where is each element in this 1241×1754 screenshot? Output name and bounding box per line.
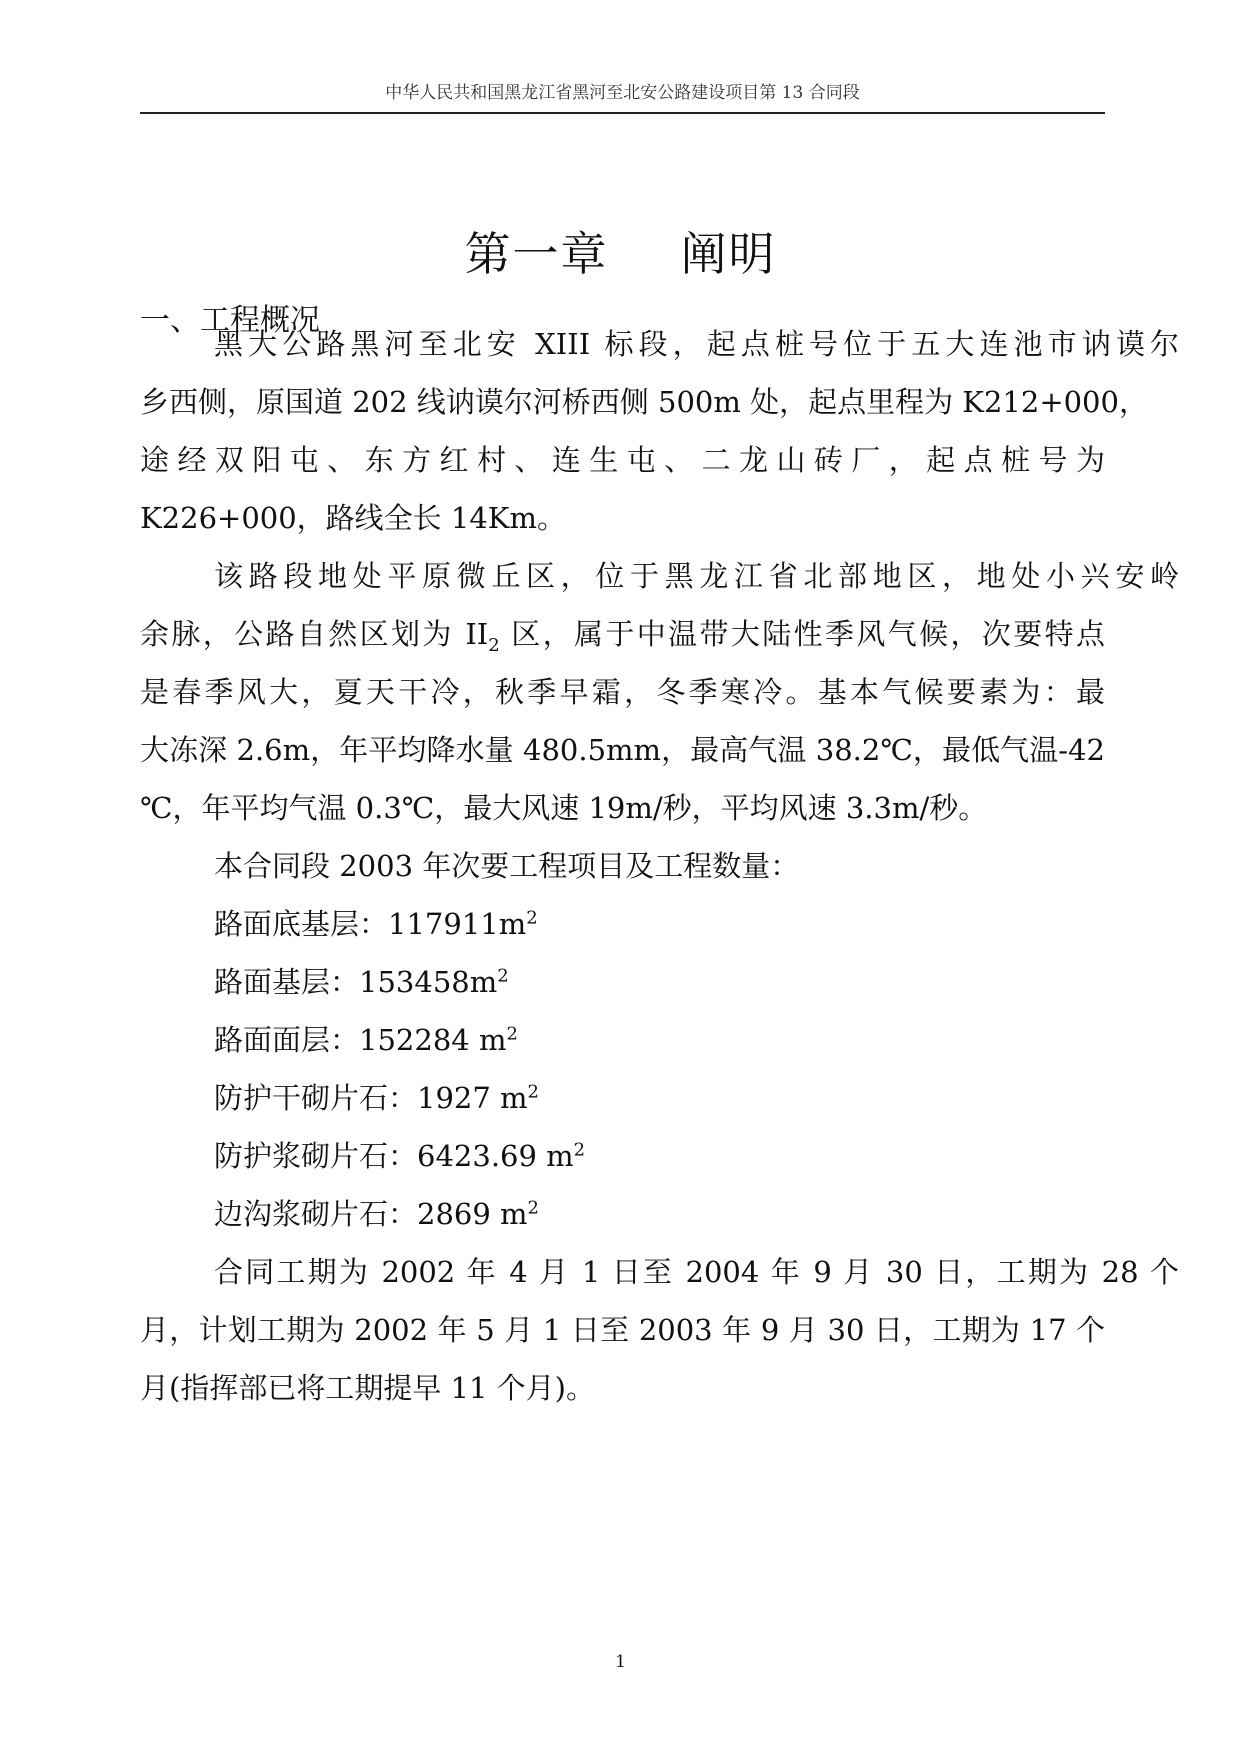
quantity-value: 152284 m [359,1023,507,1057]
quantity-label: 路面底基层： [214,907,389,941]
para4-line1: 合同工期为 2002 年 4 月 1 日至 2004 年 9 月 30 日，工期为 28 个 [214,1255,1179,1289]
quantity-value: 6423.69 m [417,1139,574,1173]
quantity-label: 边沟浆砌片石： [214,1197,418,1231]
quantity-item [140,1134,1179,1175]
para1-line1: 黑大公路黑河至北安 XIII 标段，起点桩号位于五大连池市讷谟尔 [214,327,1179,361]
unit-superscript: 2 [527,1197,539,1219]
quantity-value: 2869 m [417,1197,528,1231]
zone-subscript: 2 [488,634,500,656]
para1-line3: 途经双阳屯、东方红村、连生屯、二龙山砖厂，起点桩号为 [140,443,1105,477]
chapter-name: 阐明 [680,227,777,281]
page-number: 1 [615,1652,626,1672]
para1-line2: 乡西侧，原国道 202 线讷谟尔河桥西侧 500m 处，起点里程为 K212+000， [140,385,1148,419]
header-rule [140,112,1105,114]
quantity-item [140,1018,1179,1059]
quantity-label: 路面面层： [214,1023,360,1057]
quantity-item [140,960,1179,1001]
para2-line2-a: 余脉，公路自然区划为 II [140,617,489,651]
chapter-number: 第一章 [464,227,609,281]
quantity-label: 防护干砌片石： [214,1081,418,1115]
unit-superscript: 2 [573,1139,586,1161]
unit-superscript: 2 [526,907,538,929]
quantity-value: 153458m [359,965,498,999]
para2-line1: 该路段地处平原微丘区，位于黑龙江省北部地区，地处小兴安岭 [214,559,1179,593]
quantity-item [140,902,1179,943]
para2-line2 [140,612,1105,656]
para2-line3: 是春季风大，夏天干冷，秋季早霜，冬季寒冷。基本气候要素为：最 [140,675,1105,709]
quantity-label: 路面基层： [214,965,360,999]
quantity-value: 117911m [388,907,527,941]
unit-superscript: 2 [506,1023,518,1045]
quantity-value: 1927 m [417,1081,528,1115]
chapter-title [0,218,1241,284]
unit-superscript: 2 [497,965,509,987]
para4-line3: 月(指挥部已将工期提早 11 个月)。 [140,1371,595,1405]
para2-line2-b: 区，属于中温带大陆性季风气候，次要特点 [499,617,1105,651]
para2-line5: ℃，年平均气温 0.3℃，最大风速 19m/秒，平均风速 3.3m/秒。 [140,791,988,825]
quantity-label: 防护浆砌片石： [214,1139,418,1173]
section-heading: 一、工程概况 [140,303,320,338]
quantity-item [140,1076,1179,1117]
quantity-item [140,1192,1179,1233]
para3-line1: 本合同段 2003 年次要工程项目及工程数量： [214,849,800,883]
para2-line4: 大冻深 2.6m，年平均降水量 480.5mm，最高气温 38.2℃，最低气温-42 [140,733,1105,767]
para4-line2: 月，计划工期为 2002 年 5 月 1 日至 2003 年 9 月 30 日，工期为 17 个 [140,1313,1105,1347]
para1-line4: K226+000，路线全长 14Km。 [140,501,566,535]
unit-superscript: 2 [527,1081,539,1103]
page-header: 中华人民共和国黑龙江省黑河至北安公路建设项目第 13 合同段 [385,83,860,103]
